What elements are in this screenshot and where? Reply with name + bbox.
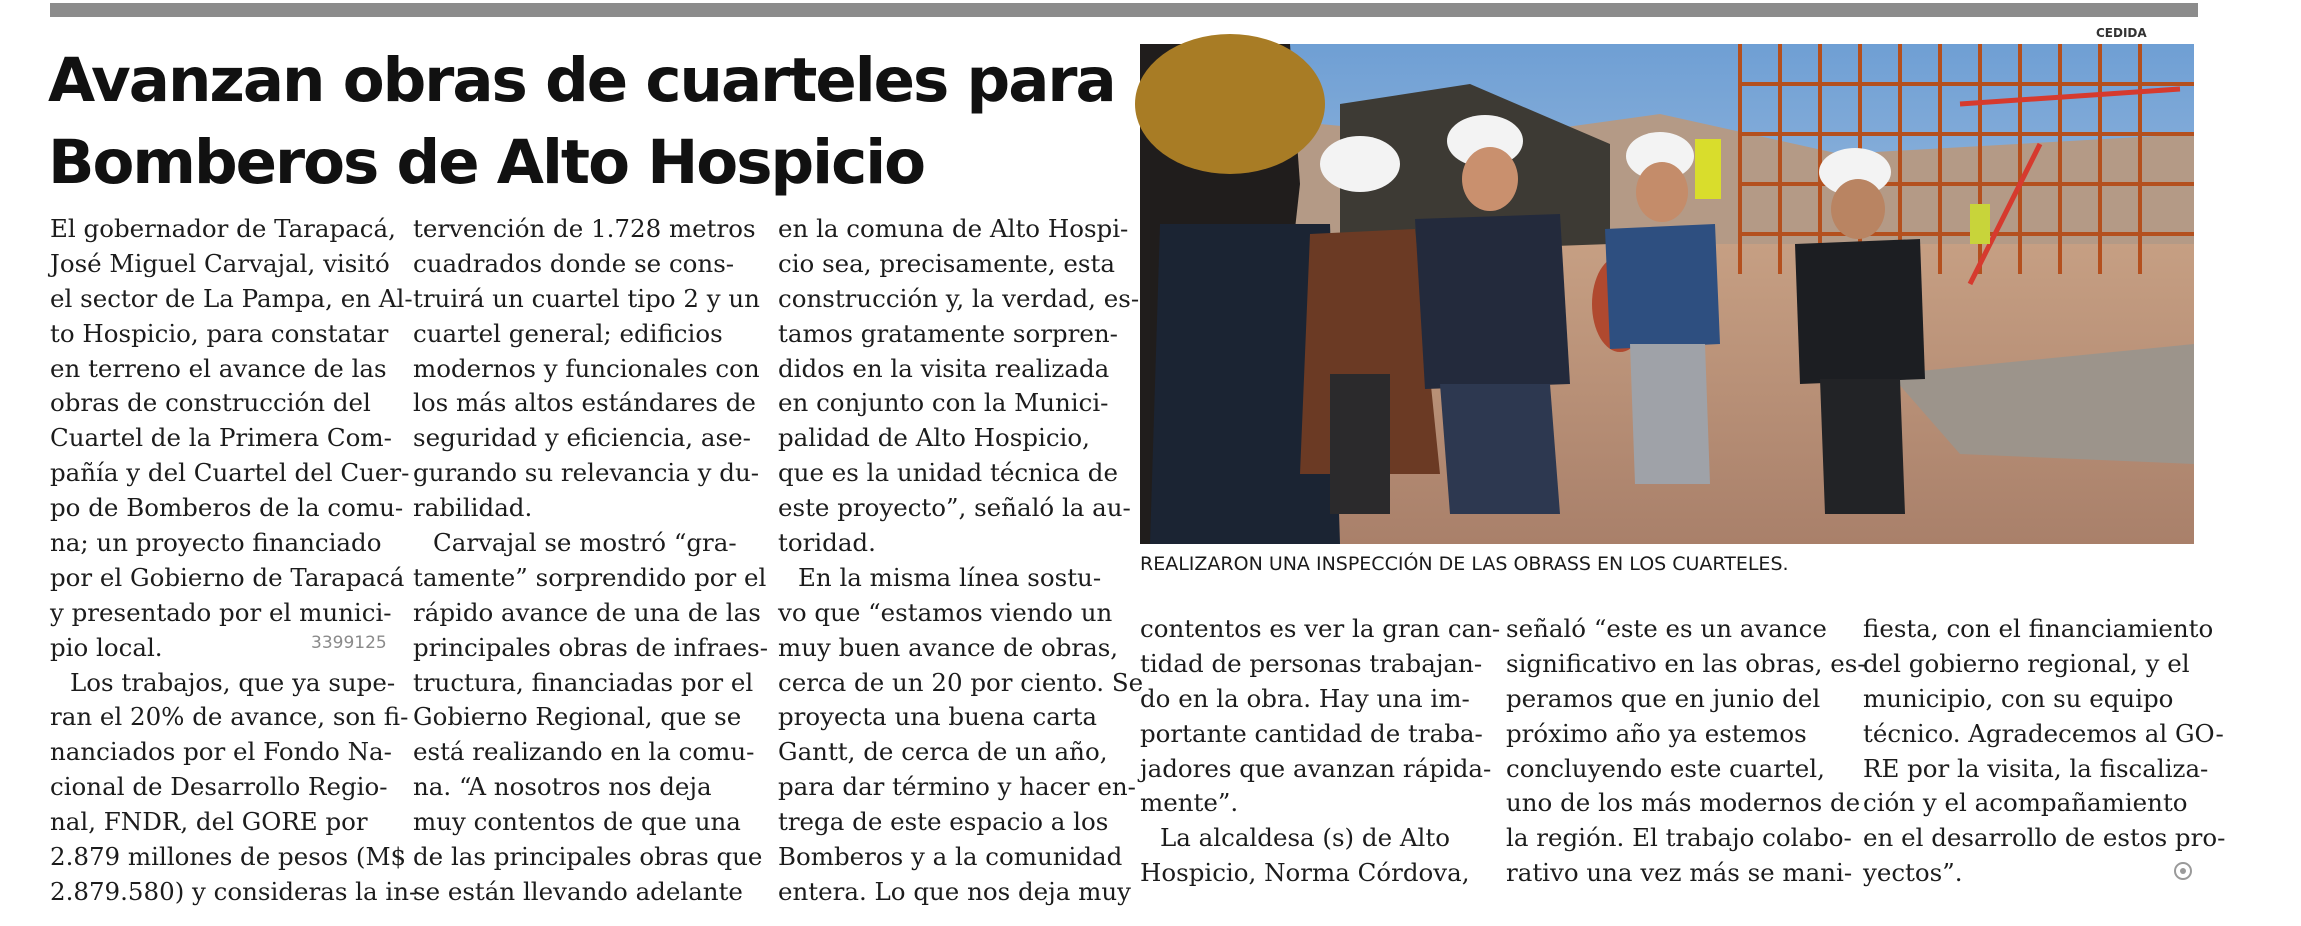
article-text-line: palidad de Alto Hospicio, (778, 423, 1090, 453)
article-text-line: muy buen avance de obras, (778, 632, 1119, 662)
article-text-line: para dar término y hacer en- (778, 772, 1136, 802)
article-text-line: fiesta, con el financiamiento (1863, 614, 2214, 643)
article-text-line: próximo año ya estemos (1506, 718, 1807, 748)
article-text-line: rabilidad. (413, 493, 533, 523)
article-text-line: nal, FNDR, del GORE por (50, 807, 368, 837)
article-text-line: La alcaldesa (s) de Alto (1160, 823, 1450, 853)
article-text-line: 2.879 millones de pesos (M$ (50, 842, 407, 872)
article-text-line: vo que “estamos viendo un (778, 597, 1113, 627)
article-text-line: por el Gobierno de Tarapacá (50, 562, 405, 592)
article-text-line: rápido avance de una de las (413, 597, 761, 627)
article-text-line: jadores que avanzan rápida- (1140, 753, 1492, 783)
article-text-line: po de Bomberos de la comu- (50, 493, 404, 523)
article-text-line: En la misma línea sostu- (798, 562, 1102, 592)
article-text-line: toridad. (778, 528, 876, 558)
article-text-line: la región. El trabajo colabo- (1506, 823, 1852, 853)
article-text-line: uno de los más modernos de (1506, 788, 1861, 818)
article-text-line: yectos”. (1863, 858, 1963, 888)
article-text-line: tamos gratamente sorpren- (778, 318, 1118, 348)
article-column-5 (1506, 612, 1866, 891)
article-text-line: en terreno el avance de las (50, 353, 387, 383)
article-text-line: Gantt, de cerca de un año, (778, 737, 1108, 767)
article-text-line: señaló “este es un avance (1506, 614, 1827, 643)
article-text-line: pañía y del Cuartel del Cuer- (50, 458, 410, 488)
article-text-line: ran el 20% de avance, son fi- (50, 702, 409, 732)
article-column-4 (1140, 612, 1501, 891)
article-text-line: seguridad y eficiencia, ase- (413, 423, 751, 453)
article-text-line: significativo en las obras, es- (1506, 648, 1866, 678)
article-text-line: Bomberos y a la comunidad (778, 842, 1123, 872)
headline-line: Avanzan obras de cuarteles para (48, 45, 1115, 116)
article-text-line: contentos es ver la gran can- (1140, 614, 1501, 643)
article-text-line: se están llevando adelante (413, 876, 743, 906)
article-text-line: tidad de personas trabajan- (1140, 648, 1483, 678)
top-rule (50, 3, 2198, 17)
photo-caption: REALIZARON UNA INSPECCIÓN DE LAS OBRASS EN LOS CUARTELES. (1140, 553, 1789, 575)
article-text-line: na; un proyecto financiado (50, 528, 382, 558)
article-column-1 (50, 212, 418, 910)
article-column-2 (413, 212, 768, 910)
article-text-line: 2.879.580) y consideras la in- (50, 876, 418, 906)
article-photo (1140, 44, 2194, 544)
article-text-line: cio sea, precisamente, esta (778, 248, 1115, 278)
article-text-line: el sector de La Pampa, en Al- (50, 283, 413, 313)
article-text-line: este proyecto”, señaló la au- (778, 493, 1131, 523)
headline-line: Bomberos de Alto Hospicio (48, 127, 925, 198)
article-text-line: ción y el acompañamiento (1863, 788, 2188, 818)
article-text-line: truirá un cuartel tipo 2 y un (413, 283, 760, 313)
article-text-line: Carvajal se mostró “gra- (433, 528, 737, 558)
article-text-line: Cuartel de la Primera Com- (50, 423, 392, 453)
article-text-line: rativo una vez más se mani- (1506, 858, 1853, 888)
article-text-line: proyecta una buena carta (778, 702, 1098, 732)
article-text-line: los más altos estándares de (413, 388, 756, 418)
article-text-line: trega de este espacio a los (778, 807, 1109, 837)
article-text-line: construcción y, la verdad, es- (778, 283, 1140, 313)
id-stamp: 3399125 (311, 633, 387, 653)
article-text-line: en el desarrollo de estos pro- (1863, 823, 2226, 853)
article-text-line: en conjunto con la Munici- (778, 388, 1109, 418)
article-text-line: municipio, con su equipo (1863, 683, 2174, 713)
article-text-line: cuadrados donde se cons- (413, 248, 735, 278)
article-text-line: tamente” sorprendido por el (413, 562, 767, 592)
article-text-line: tervención de 1.728 metros (413, 214, 756, 243)
article-text-line: cerca de un 20 por ciento. Se (778, 667, 1144, 697)
article-text-line: José Miguel Carvajal, visitó (50, 248, 390, 278)
article-text-line: muy contentos de que una (413, 807, 741, 837)
article-text-line: que es la unidad técnica de (778, 458, 1118, 488)
article-text-line: principales obras de infraes- (413, 632, 768, 662)
article-column-6 (1863, 612, 2226, 891)
article-text-line: na. “A nosotros nos deja (413, 772, 712, 802)
article-text-line: cional de Desarrollo Regio- (50, 772, 388, 802)
article-text-line: nanciados por el Fondo Na- (50, 737, 392, 767)
article-text-line: entera. Lo que nos deja muy (778, 876, 1131, 906)
article-text-line: pio local. (50, 632, 163, 662)
article-text-line: didos en la visita realizada (778, 353, 1110, 383)
article-text-line: está realizando en la comu- (413, 737, 755, 767)
article-text-line: Los trabajos, que ya supe- (70, 667, 396, 697)
article-text-line: to Hospicio, para constatar (50, 318, 389, 348)
article-text-line: mente”. (1140, 788, 1239, 818)
article-text-line: concluyendo este cuartel, (1506, 753, 1825, 783)
article-text-line: peramos que en junio del (1506, 683, 1821, 713)
article-text-line: en la comuna de Alto Hospi- (778, 214, 1129, 243)
article-text-line: de las principales obras que (413, 842, 763, 872)
article-text-line: obras de construcción del (50, 388, 371, 418)
article-text-line: do en la obra. Hay una im- (1140, 683, 1470, 713)
article-text-line: portante cantidad de traba- (1140, 718, 1483, 748)
article-text-line: modernos y funcionales con (413, 353, 760, 383)
article-text-line: gurando su relevancia y du- (413, 458, 760, 488)
article-text-line: técnico. Agradecemos al GO- (1863, 718, 2224, 748)
article-text-line: Gobierno Regional, que se (413, 702, 742, 732)
corner-mark-icon (2173, 861, 2193, 881)
photo-credit: CEDIDA (2096, 26, 2147, 40)
article-text-line: cuartel general; edificios (413, 318, 723, 348)
article-text-line: del gobierno regional, y el (1863, 648, 2190, 678)
article-text-line: Hospicio, Norma Córdova, (1140, 858, 1470, 888)
article-text-line: El gobernador de Tarapacá, (50, 214, 396, 243)
article-column-3 (778, 212, 1144, 910)
headline (48, 40, 1128, 204)
article-text-line: tructura, financiadas por el (413, 667, 754, 697)
article-text-line: y presentado por el munici- (50, 597, 392, 627)
article-text-line: RE por la visita, la fiscaliza- (1863, 753, 2209, 783)
